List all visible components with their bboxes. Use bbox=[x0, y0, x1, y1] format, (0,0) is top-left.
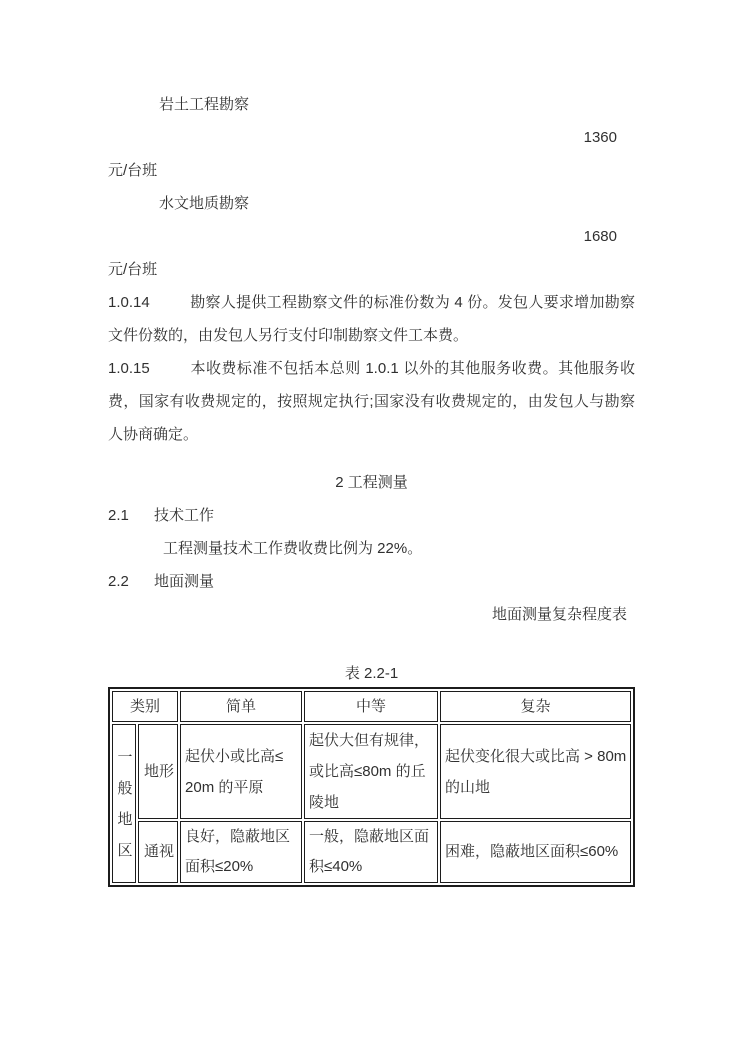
cell-visibility-simple: 良好，隐蔽地区面积≤20% bbox=[180, 821, 302, 883]
header-cell-category: 类别 bbox=[112, 691, 178, 722]
cell-terrain-medium: 起伏大但有规律，或比高≤80m 的丘陵地 bbox=[304, 724, 438, 819]
chapter-heading: 2 工程测量 bbox=[335, 474, 408, 491]
row-group-label: 一般地区 bbox=[112, 724, 136, 883]
fee-item-unit: 元/台班 bbox=[108, 162, 158, 179]
table-header-row bbox=[112, 691, 631, 722]
clause-number: 1.0.15 bbox=[108, 360, 150, 377]
section-title: 技术工作 bbox=[154, 507, 215, 524]
complexity-table bbox=[108, 687, 635, 887]
document-content bbox=[108, 0, 635, 887]
section-heading bbox=[108, 565, 635, 598]
table-caption: 表 2.2-1 bbox=[344, 665, 399, 682]
header-cell-complex: 复杂 bbox=[440, 691, 631, 722]
clause-text: 本收费标准不包括本总则 1.0.1 以外的其他服务收费。其他服务收费，国家有收费规定的，按照规定执行;国家没有收费规定的，由发包人与勘察人协商确定。 bbox=[108, 360, 635, 443]
fee-item-name: 水文地质勘察 bbox=[159, 195, 250, 212]
clause-paragraph bbox=[108, 286, 635, 352]
cell-visibility-complex: 困难，隐蔽地区面积≤60% bbox=[440, 821, 631, 883]
clause-number: 1.0.14 bbox=[108, 294, 150, 311]
row-name-terrain: 地形 bbox=[138, 724, 178, 819]
table-row bbox=[112, 821, 631, 883]
section-number: 2.1 bbox=[108, 507, 129, 524]
clause-paragraph bbox=[108, 352, 635, 451]
section-title: 地面测量 bbox=[154, 573, 215, 590]
header-cell-simple: 简单 bbox=[180, 691, 302, 722]
fee-item-unit: 元/台班 bbox=[108, 261, 158, 278]
section-heading bbox=[108, 499, 635, 532]
table-row bbox=[112, 724, 631, 819]
table-intro-label: 地面测量复杂程度表 bbox=[491, 606, 627, 623]
header-cell-medium: 中等 bbox=[304, 691, 438, 722]
cell-terrain-complex: 起伏变化很大或比高 > 80m 的山地 bbox=[440, 724, 631, 819]
fee-item-value: 1360 bbox=[583, 129, 617, 146]
cell-terrain-simple: 起伏小或比高≤ 20m 的平原 bbox=[180, 724, 302, 819]
section-number: 2.2 bbox=[108, 573, 129, 590]
fee-item-value: 1680 bbox=[583, 228, 617, 245]
row-name-visibility: 通视 bbox=[138, 821, 178, 883]
fee-item-name: 岩土工程勘察 bbox=[159, 96, 250, 113]
section-body: 工程测量技术工作费收费比例为 22%。 bbox=[163, 540, 423, 557]
clause-text: 勘察人提供工程勘察文件的标准份数为 4 份。发包人要求增加勘察文件份数的，由发包人另行支付印制勘察文件工本费。 bbox=[108, 294, 635, 344]
cell-visibility-medium: 一般，隐蔽地区面积≤40% bbox=[304, 821, 438, 883]
